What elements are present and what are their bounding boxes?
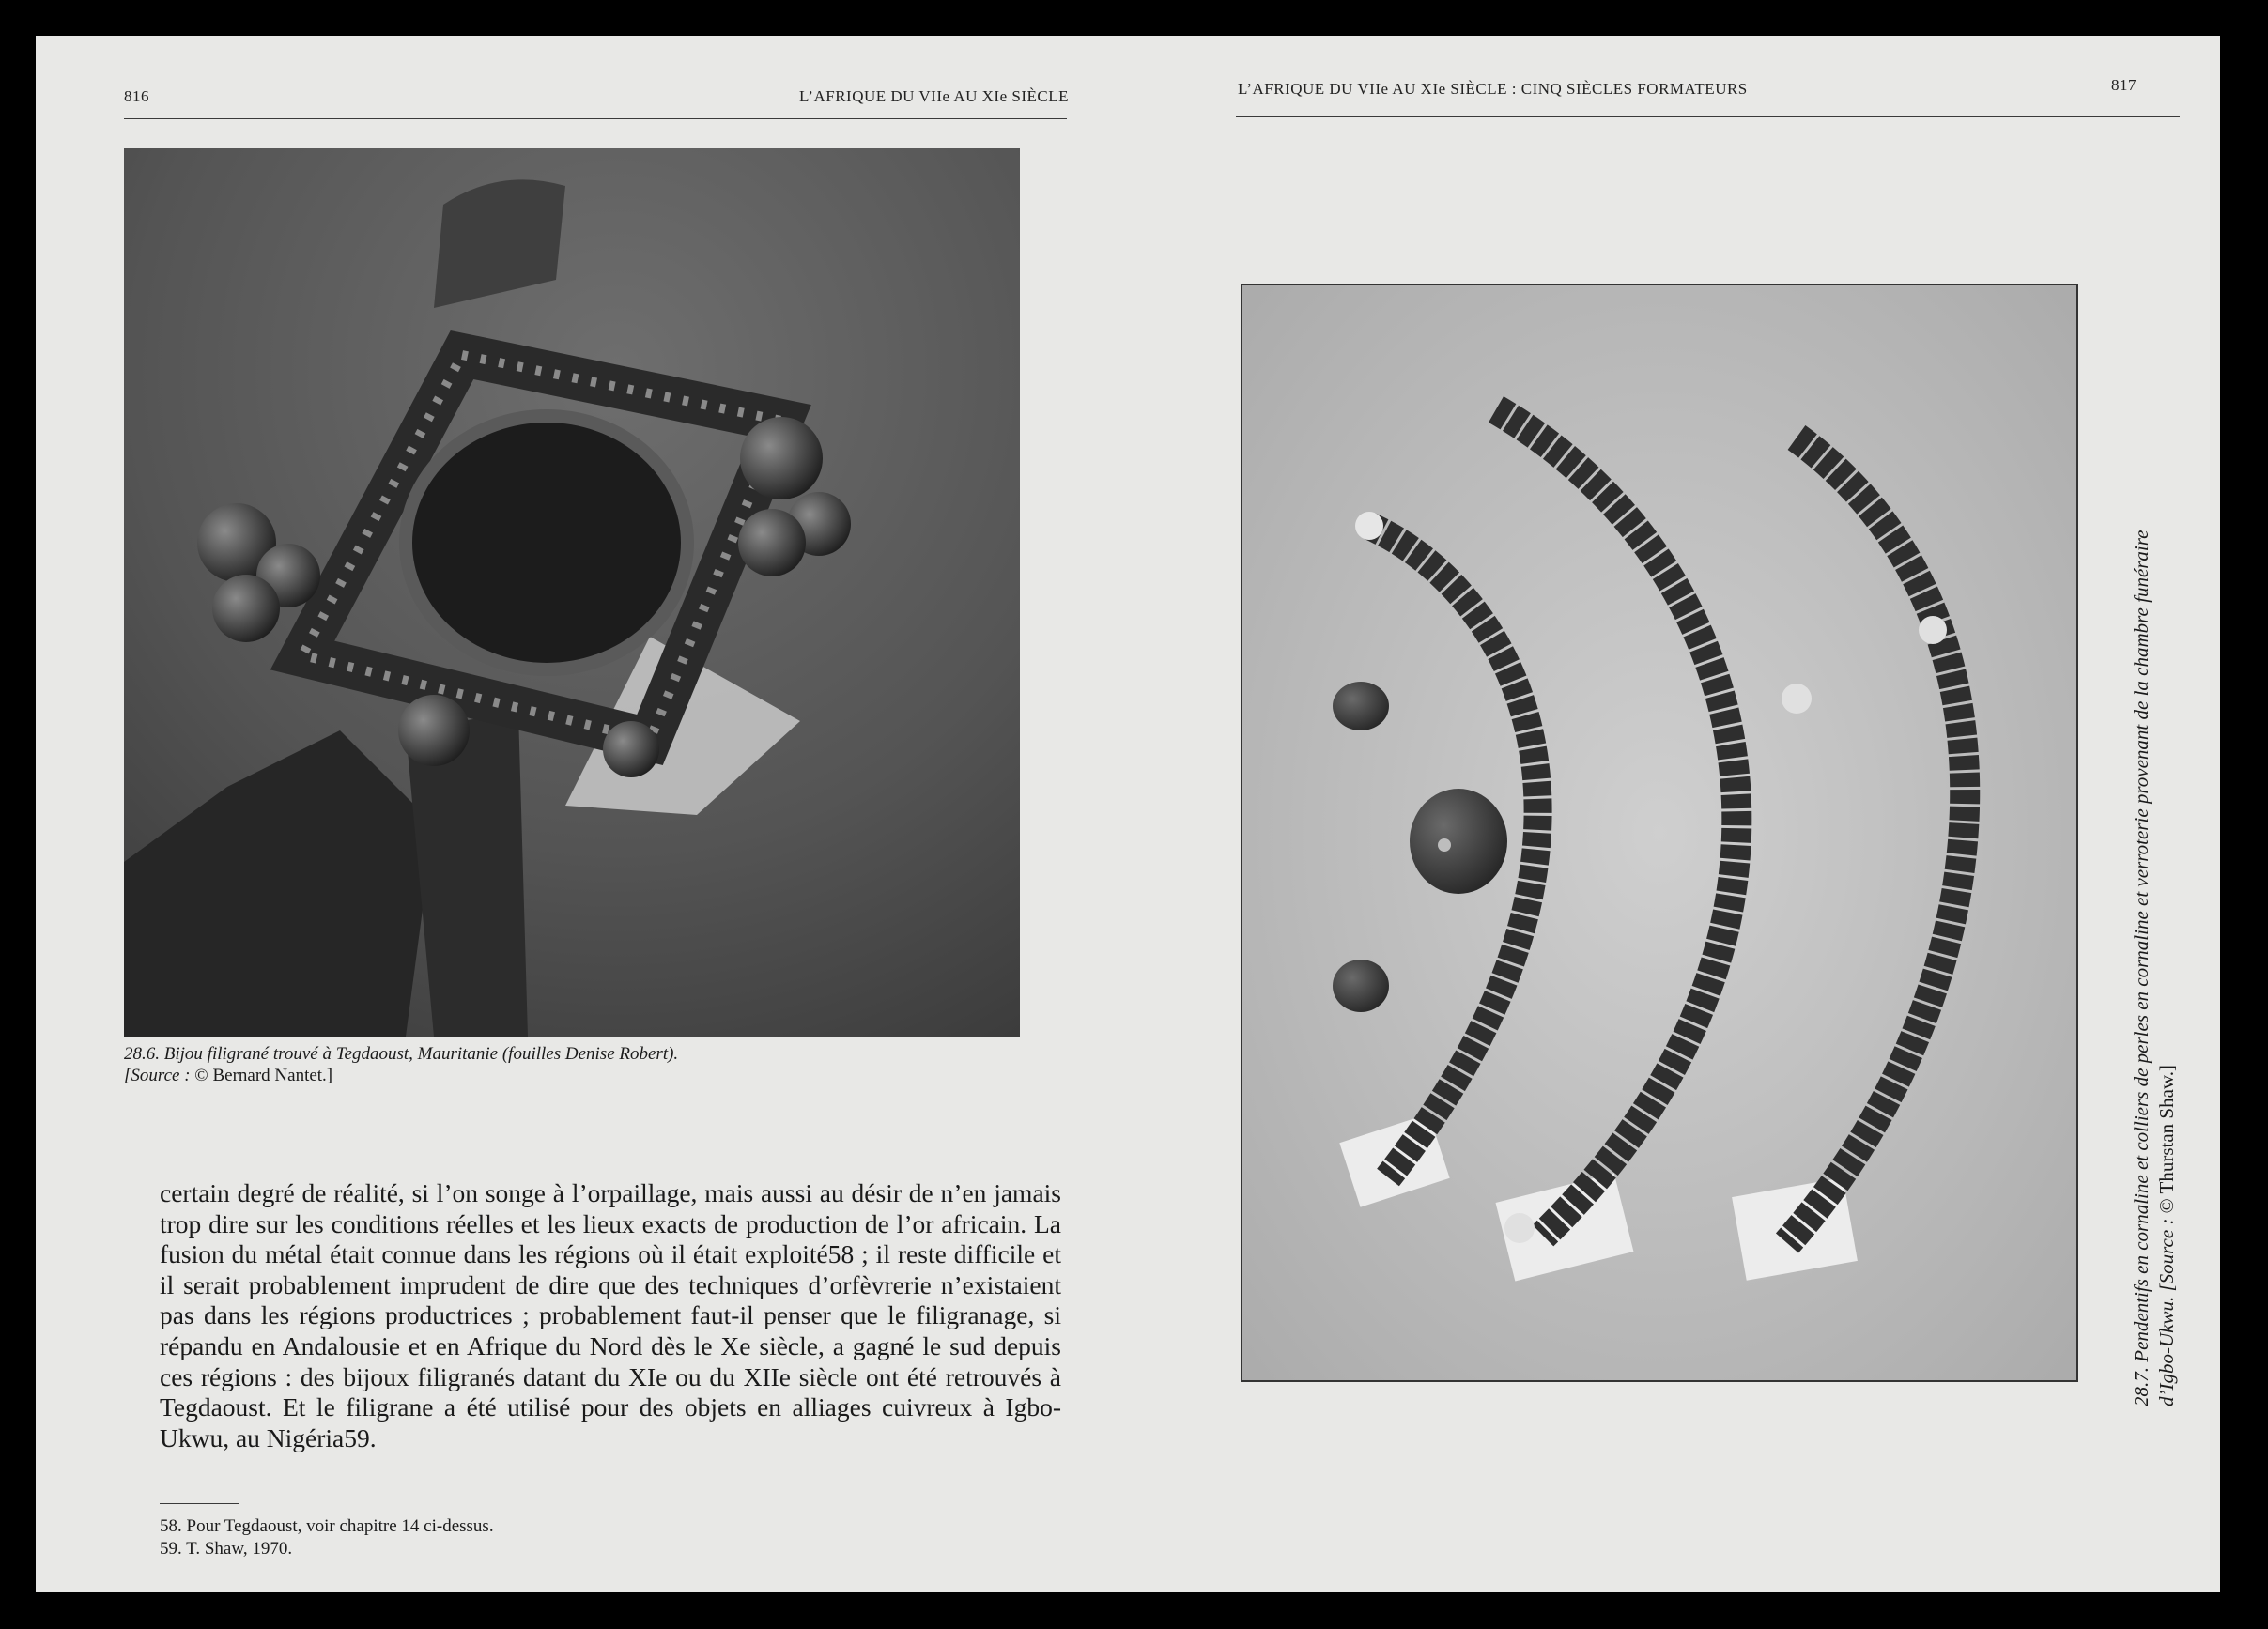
- footnote-rule: [160, 1503, 239, 1504]
- igbo-ukwu-beads-photo: [1241, 284, 2078, 1382]
- left-header-rule: [124, 118, 1067, 119]
- footnote-59: 59. T. Shaw, 1970.: [160, 1539, 293, 1559]
- figure-28-6-caption-text: 28.6. Bijou filigrané trouvé à Tegdaoust, Mauritanie (fouilles Denise Robert).: [124, 1044, 679, 1064]
- filigree-jewel-photo: [124, 148, 1020, 1037]
- scanned-spread: [36, 36, 2220, 1592]
- right-page-number: 817: [2111, 76, 2137, 94]
- figure-28-6-credit: [124, 1065, 1026, 1086]
- right-running-head: L’AFRIQUE DU VIIe AU XIe SIÈCLE : CINQ SIÈCLES FORMATEURS: [1238, 80, 1748, 98]
- left-running-head: L’AFRIQUE DU VIIe AU XIe SIÈCLE: [798, 87, 1069, 105]
- figure-28-7-credit-source: [Source :: [2155, 1218, 2178, 1292]
- figure-28-7-credit-holder: © Thurstan Shaw.]: [2155, 1065, 2178, 1214]
- figure-28-6-credit-holder: © Bernard Nantet.]: [194, 1066, 333, 1085]
- right-header-rule: [1236, 116, 2180, 117]
- body-paragraph: [160, 1178, 1061, 1453]
- figure-28-6-credit-source: [Source :: [124, 1066, 191, 1085]
- left-page-number: 816: [124, 87, 149, 105]
- figure-28-7-caption: [2129, 486, 2180, 1406]
- footnote-58: 58. Pour Tegdaoust, voir chapitre 14 ci-dessus.: [160, 1516, 494, 1536]
- body-paragraph-text: certain degré de réalité, si l’on songe à l’orpaillage, mais aussi au désir de n’en jamais trop dire sur les conditions réelles et les lieux exacts de production de l’or africain. La fusion du métal était connue dans les régions où il était exploité58 ; il reste difficile et il serait probablement imprudent de dire que des techniques d’orfèvrerie n’existaient pas dans les régions productrices ; probablement faut-il penser que le filigranage, si répandu en Andalousie et en Afrique du Nord dès le Xe siècle, a gagné le sud depuis ces régions : des bijoux filigranés datant du XIe ou du XIIe siècle ont été retrouvés à Tegdaoust. Et le filigrane a été utilisé pour des objets en alliages cuivreux à Igbo-Ukwu, au Nigéria59.: [160, 1178, 1061, 1452]
- figure-28-7-caption-text: 28.7. Pendentifs en cornaline et colliers de perles en cornaline et verroterie provenant de la chambre funéraire d’Igbo-Ukwu.: [2130, 530, 2178, 1406]
- figure-28-6-caption: [124, 1043, 1026, 1086]
